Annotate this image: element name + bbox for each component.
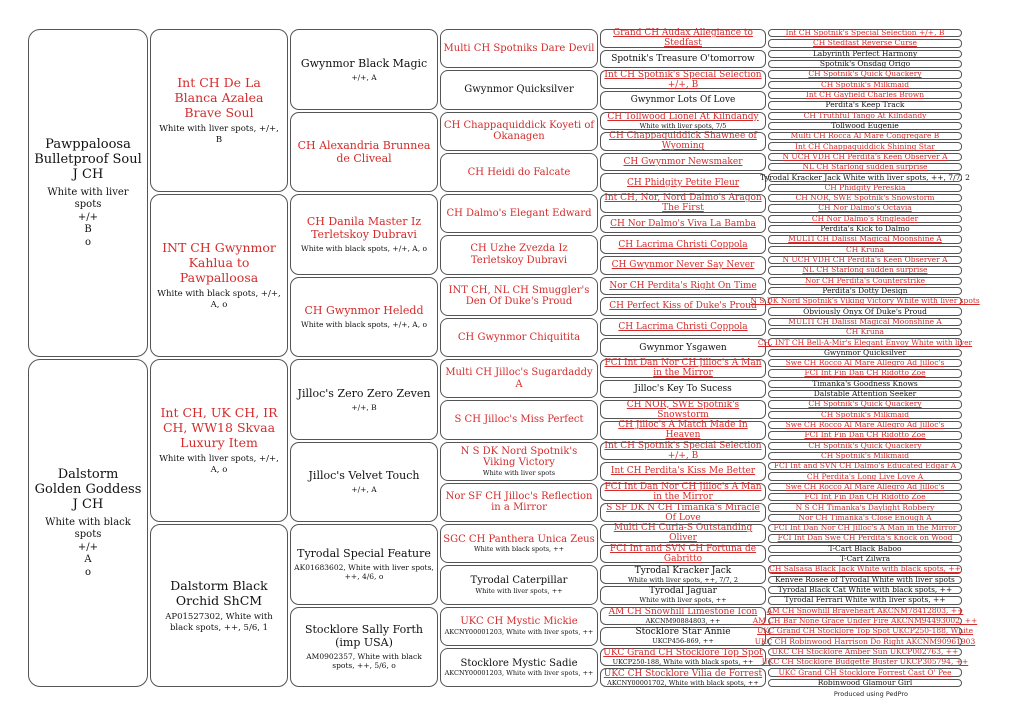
pedigree-g6-entry [768, 349, 962, 357]
dog-details: White with liver spots, ++, 7/7, 2 [627, 575, 739, 584]
pedigree-g6-entry [756, 626, 974, 636]
dog-name: CH Spotnik's Quick Quackery [808, 69, 922, 79]
dog-name: Nor CH Perdita's Right On Time [609, 280, 757, 291]
pedigree-g5-entry [600, 586, 766, 605]
dog-name: CH Stedfast Reverse Curse [812, 38, 917, 48]
pedigree-g5-entry [600, 70, 766, 89]
pedigree-g4-entry [440, 318, 598, 357]
dog-name: CH Kruna [846, 327, 884, 337]
pedigree-g6-entry [768, 70, 962, 78]
dog-name: S SF DK N CH Timanka's Miracle Of Love [606, 502, 760, 523]
dog-name: FCI Int and SVN CH Dalmo's Educated Edgar A [773, 461, 957, 471]
dog-name: CH Spotnik's Milkmaid [820, 450, 909, 460]
pedigree-g3-entry [290, 194, 438, 275]
pedigree-g6-entry [768, 679, 962, 687]
pedigree-g5-entry [600, 442, 766, 461]
dog-name: Int CH, Nor, Nord Dalmo's Aragon The First [604, 193, 762, 214]
pedigree-g5-entry [600, 91, 766, 110]
dog-details: White with liver spots, ++ [475, 586, 563, 595]
dog-name: Swe CH Rocco Al Mare Allegro Ad Jilloc's [785, 481, 945, 491]
dog-name: Kenvee Rosee of Tyrodal White with liver spots [775, 574, 955, 584]
dog-name: Jilloc's Zero Zero Zeven [297, 386, 431, 400]
pedigree-g6-entry [768, 586, 962, 594]
pedigree-g5-entry [600, 112, 766, 131]
pedigree-g5-entry [600, 524, 766, 543]
pedigree-g5-entry [600, 235, 766, 254]
pedigree-g3-entry [290, 442, 438, 523]
dog-name: CH Gwynmor Chiquitita [457, 331, 581, 343]
pedigree-g5-entry [600, 297, 766, 316]
dog-name: Int CH Spotnik's Special Selection +/+, B [604, 69, 762, 90]
dog-name: FCI Int Dan Nor CH Jilloc's A Man in the Mirror [604, 358, 762, 379]
pedigree-g3-entry [290, 524, 438, 605]
dog-details: +/+, A [351, 485, 377, 495]
dog-name: CH Phidgity Petite Fleur [626, 177, 740, 188]
pedigree-g6-entry [754, 636, 976, 646]
pedigree-g6-entry [768, 411, 962, 419]
dog-name: CH Gwynmor Never Say Never [611, 260, 755, 271]
dog-name: NL CH Starlong sudden surprise [802, 162, 928, 172]
dog-details: White with liver spots [482, 468, 556, 477]
dog-name: Labyrinth Perfect Harmony [812, 48, 918, 58]
dog-details: White with liver spots +/+ B o [47, 186, 129, 248]
dog-name: Tyrodal Ferrari White with liver spots, ++ [784, 595, 946, 605]
dog-name: CH Nor Dalmo's Ringleader [811, 213, 919, 223]
pedigree-g5-entry [600, 50, 766, 69]
pedigree-g6-entry [768, 565, 962, 573]
pedigree-g6-entry [768, 472, 962, 480]
dog-name: Int CH, UK CH, IR CH, WW18 Skvaa Luxury Item [160, 405, 278, 451]
dog-name: UKC CH Robinwood Harrison Do Right AKCNM90961903 [754, 636, 976, 646]
pedigree-g4-entry [440, 607, 598, 646]
pedigree-g6-entry [757, 337, 973, 347]
dog-name: MULTI CH Dalissi Magical Moonshine A [788, 234, 942, 244]
pedigree-g3-entry [290, 112, 438, 193]
pedigree-g6-entry [761, 657, 969, 667]
pedigree-g6-entry [768, 369, 962, 377]
pedigree-g6-entry [768, 545, 962, 553]
pedigree-g4-entry [440, 442, 598, 481]
dog-name: Gwynmor Black Magic [300, 56, 428, 70]
dog-name: Nor CH Perdita's Counterstrike [804, 275, 926, 285]
pedigree-g6-entry [768, 493, 962, 501]
pedigree-g6-entry [750, 296, 980, 306]
dog-name: AM CH Bar None Grace Under Fire AKCNM94493002, ++ [752, 615, 978, 625]
dog-name: Stocklore Mystic Sadie [460, 657, 578, 669]
dog-name: N UCH VDH CH Perdita's Keen Observer A [782, 255, 948, 265]
dog-name: Perdita's Dotty Design [822, 285, 908, 295]
pedigree-g6-entry [768, 534, 962, 542]
pedigree-g4-entry [440, 112, 598, 151]
dog-name: SGC CH Panthera Unica Zeus [443, 533, 595, 545]
dog-details: UKCP456-869, ++ [652, 637, 714, 646]
dog-name: Perdita's Kick to Dalmo [820, 224, 910, 234]
dog-name: UKC CH Stocklore Vilia de Forrest [603, 668, 763, 679]
pedigree-g6-entry [768, 215, 962, 223]
dog-name: UKC CH Stocklore Amber Sun UKCP002763, ++ [771, 646, 959, 656]
dog-name: Tollwood Eugenie [831, 120, 899, 130]
dog-name: Jilloc's Key To Sucess [634, 383, 732, 394]
dog-name: Obviously Onyx Of Duke's Proud [803, 306, 927, 316]
pedigree-g5-entry [600, 648, 766, 667]
pedigree-g6-entry [768, 648, 962, 656]
pedigree-g6-entry [768, 112, 962, 120]
pedigree-g5-entry [600, 153, 766, 172]
dog-name: Dalstorm Golden Goddess J CH [34, 466, 142, 512]
pedigree-g4-entry [440, 648, 598, 687]
dog-name: Nor SF CH Jilloc's Reflection in a Mirror [445, 490, 593, 514]
dog-details: +/+, B [351, 402, 377, 412]
dog-name: Robinwood Glamour Girl [817, 677, 913, 687]
pedigree-g5-entry [600, 256, 766, 275]
dog-name: Stocklore Star Annie [635, 627, 731, 638]
dog-details: White with black spots +/+ A o [45, 516, 131, 578]
pedigree-g6-entry [768, 524, 962, 532]
dog-details: White with black spots, +/+, A, o [157, 289, 281, 310]
dog-name: NL CH Starlong sudden surprise [802, 265, 928, 275]
dog-name: CH Heidi do Falcate [467, 166, 571, 178]
dog-name: CH Spotnik's Quick Quackery [808, 399, 922, 409]
dog-name: CH Nor Dalmo's Octavia [818, 203, 912, 213]
dog-details: White with liver spots, 7/5 [639, 121, 727, 130]
pedigree-g6-entry [768, 318, 962, 326]
dog-name: N S CH Timanka's Daylight Robbery [795, 502, 935, 512]
pedigree-g4-entry [440, 400, 598, 439]
dog-details: White with liver spots, ++ [639, 596, 727, 605]
pedigree-g1-entry [28, 29, 148, 357]
dog-name: AM CH Snowhill Limestone Icon [608, 606, 758, 617]
pedigree-g5-entry [600, 194, 766, 213]
dog-name: CH Spotnik's Milkmaid [820, 409, 909, 419]
pedigree-g6-entry [768, 204, 962, 212]
pedigree-g5-entry [600, 132, 766, 151]
pedigree-g6-entry [768, 307, 962, 315]
pedigree-g6-entry [768, 400, 962, 408]
pedigree-g6-entry [768, 380, 962, 388]
dog-name: UKC Grand CH Stocklore Forrest Cast O' Pee [778, 667, 952, 677]
dog-name: FCI Int Dan Nor CH Jilloc's A Man in the Mirror [604, 482, 762, 503]
pedigree-g1-entry [28, 359, 148, 687]
pedigree-g6-entry [760, 172, 970, 182]
pedigree-g6-entry [768, 29, 962, 37]
pedigree-g5-entry [600, 215, 766, 234]
pedigree-g6-entry [768, 266, 962, 274]
dog-details: AP01527302, White with black spots, ++, 5/6, 1 [165, 611, 273, 633]
dog-name: Gwynmor Quicksilver [464, 84, 574, 96]
dog-name: CH NOR, SWE Spotnik's Snowstorm [626, 399, 740, 420]
dog-name: Swe CH Rocco Al Mare Allegro Ad Jilloc's [785, 358, 945, 368]
dog-name: Perdita's Keep Track [825, 100, 905, 110]
dog-name: CH Gwynmor Newsmaker [623, 157, 743, 168]
pedigree-g6-entry [768, 390, 962, 398]
pedigree-g5-entry [600, 462, 766, 481]
pedigree-g3-entry [290, 29, 438, 110]
pedigree-g6-entry [768, 153, 962, 161]
pedigree-g6-entry [768, 287, 962, 295]
dog-name: Gwynmor Quicksilver [823, 347, 907, 357]
pedigree-g6-entry [768, 194, 962, 202]
dog-name: FCI Int Fin Dan CH Ridotto Zoe [804, 430, 926, 440]
pedigree-g2-entry [150, 359, 288, 522]
dog-name: CH Spotnik's Milkmaid [820, 79, 909, 89]
pedigree-g6-entry [768, 555, 962, 563]
dog-details: White with black spots, +/+, A, o [301, 320, 427, 330]
pedigree-g4-entry [440, 565, 598, 604]
dog-name: Int CH Chappaquiddick Shining Star [795, 141, 935, 151]
dog-name: Tyrodal Kracker Jack White with liver spots, ++, 7/7, 2 [760, 172, 970, 182]
dog-name: FCI Int Dan Nor CH Jilloc's A Man in the Mirror [773, 523, 957, 533]
dog-name: CH NOR, SWE Spotnik's Snowstorm [795, 193, 935, 203]
pedigree-g6-entry [768, 452, 962, 460]
dog-name: CH Perfect Kiss of Duke's Proud [609, 301, 757, 312]
pedpro-credit: Produced using PedPro [833, 690, 908, 698]
pedigree-g4-entry [440, 153, 598, 192]
dog-name: AM CH Snowhill Braveheart AKCNM78412803, ++ [766, 605, 964, 615]
pedigree-g2-entry [150, 29, 288, 192]
dog-name: CH Lacrima Christi Coppola [618, 239, 748, 250]
pedigree-g3-entry [290, 359, 438, 440]
dog-name: N S DK Nord Spotnik's Viking Victory [460, 445, 578, 469]
dog-name: UKC CH Mystic Mickie [460, 616, 578, 628]
dog-name: S CH Jilloc's Miss Perfect [454, 414, 584, 426]
pedigree-g5-entry [600, 380, 766, 399]
dog-name: Tyrodal Caterpillar [470, 575, 568, 587]
dog-name: CH Dalmo's Elegant Edward [446, 207, 592, 219]
dog-details: AK01683602, White with liver spots, ++, 4/6, o [294, 562, 434, 582]
dog-details: AKCNY00001702, White with black spots, ++ [607, 678, 759, 687]
pedigree-g6-entry [768, 607, 962, 615]
pedigree-g6-entry [768, 462, 962, 470]
pedigree-g5-entry [600, 483, 766, 502]
pedigree-g6-entry [768, 442, 962, 450]
dog-name: Multi CH Rocca Al Mare Congregare B [790, 131, 940, 141]
pedigree-g6-entry [768, 514, 962, 522]
pedigree-g6-entry [768, 328, 962, 336]
pedigree-g4-entry [440, 359, 598, 398]
dog-name: Stocklore Sally Forth (imp USA) [304, 622, 424, 649]
pedigree-g6-entry [768, 81, 962, 89]
pedigree-g2-entry [150, 524, 288, 687]
dog-name: CH Kruna [846, 244, 884, 254]
pedigree-g6-entry [768, 431, 962, 439]
dog-name: FCI Int Dan Swe CH Perdita's Knock on Wood [777, 533, 953, 543]
pedigree-g6-entry [768, 246, 962, 254]
dog-name: Swe CH Rocco Al Mare Allegro Ad Jilloc's [785, 420, 945, 430]
pedigree-g5-entry [600, 545, 766, 564]
pedigree-g5-entry [600, 318, 766, 337]
dog-name: T-Cart Zilwra [839, 554, 891, 564]
dog-name: Timanka's Goodness Knows [812, 378, 918, 388]
pedigree-g5-entry [600, 421, 766, 440]
dog-name: Grand CH Audax Allegiance to Stedfast [613, 28, 753, 49]
pedigree-g6-entry [768, 668, 962, 676]
pedigree-g5-entry [600, 503, 766, 522]
pedigree-g5-entry [600, 359, 766, 378]
pedigree-g6-entry [768, 60, 962, 68]
dog-name: FCI Int Fin Dan CH Ridotto Zoe [804, 492, 926, 502]
dog-details: AKCNY00001203, White with liver spots, ++ [444, 627, 594, 636]
dog-name: FCI Int Fin Dan CH Ridotto Zoe [804, 368, 926, 378]
dog-details: White with liver spots, +/+, A, o [159, 454, 279, 475]
dog-details: AM0902357, White with black spots, ++, 5/6, o [306, 651, 422, 671]
dog-name: Nor CH Timanka's Close Enough A [798, 512, 932, 522]
dog-details: AKCNY00001203, White with liver spots, ++ [444, 669, 594, 678]
dog-name: CH, INT CH Bell-A-Mir's Elegant Envoy White with liver [757, 337, 973, 347]
dog-name: Jilloc's Velvet Touch [308, 469, 420, 483]
pedigree-g5-entry [600, 277, 766, 296]
pedigree-g6-entry [768, 122, 962, 130]
dog-name: Int CH Gayfield Charles Brown [805, 90, 925, 100]
pedigree-g4-entry [440, 483, 598, 522]
dog-name: Int CH Perdita's Kiss Me Better [610, 466, 756, 477]
dog-name: Spotnik's Treasure O'tomorrow [611, 53, 755, 64]
dog-name: CH Chappaquiddick Shawnee of Wyoming [609, 131, 757, 152]
dog-name: Int CH De La Blanca Azalea Brave Soul [174, 75, 264, 121]
dog-details: White with black spots, +/+, A, o [301, 244, 427, 254]
pedigree-g5-entry [600, 400, 766, 419]
dog-name: CH Jilloc's A Match Made In Heaven [618, 420, 748, 441]
dog-name: FCI Int and SVN CH Fortuna de Gabritto [609, 543, 757, 564]
pedigree-g6-entry [768, 225, 962, 233]
pedigree-g5-entry [600, 29, 766, 48]
pedigree-g6-entry [768, 39, 962, 47]
dog-name: MULTI CH Dalissi Magical Moonshine A [788, 316, 942, 326]
pedigree-g6-entry [768, 359, 962, 367]
dog-details: +/+, A [351, 72, 377, 82]
dog-name: UKC Grand CH Stocklore Top Spot [603, 648, 763, 658]
dog-name: CH Truthful Tango At Kilndandy [803, 110, 927, 120]
dog-details: UKCP250-188, White with black spots, ++ [612, 658, 754, 666]
pedigree-g4-entry [440, 70, 598, 109]
dog-name: Multi CH Spotniks Dare Devil [443, 42, 595, 54]
pedigree-g3-entry [290, 277, 438, 358]
dog-name: INT CH, NL CH Smuggler's Den Of Duke's Proud [448, 284, 590, 308]
dog-name: CH Alexandria Brunnea de Cliveal [297, 138, 431, 165]
dog-name: Tyrodal Special Feature [297, 546, 431, 560]
dog-name: Pawppaloosa Bulletproof Soul J CH [34, 136, 142, 182]
pedigree-g4-entry [440, 235, 598, 274]
pedigree-g6-entry [768, 132, 962, 140]
pedigree-g6-entry [752, 615, 978, 625]
pedigree-g6-entry [768, 421, 962, 429]
dog-name: CH Lacrima Christi Coppola [618, 322, 748, 333]
pedigree-g6-entry [768, 50, 962, 58]
dog-name: Multi CH Curia-S Outstanding Oliver [613, 523, 753, 544]
pedigree-g3-entry [290, 607, 438, 688]
pedigree-g6-entry [768, 235, 962, 243]
pedigree-g2-entry [150, 194, 288, 357]
dog-name: UKC CH Stocklore Budgette Buster UKCP305794, ++ [761, 657, 969, 667]
dog-name: Tyrodal Kracker Jack [634, 565, 732, 576]
dog-name: Dalstorm Black Orchid ShCM [170, 577, 268, 608]
pedigree-g5-entry [600, 173, 766, 192]
pedigree-g5-entry [600, 627, 766, 646]
dog-name: INT CH Gwynmor Kahlua to Pawpalloosa [162, 240, 276, 286]
pedigree-g5-entry [600, 565, 766, 584]
pedigree-g5-entry [600, 607, 766, 626]
pedigree-g4-entry [440, 194, 598, 233]
pedigree-g6-entry [768, 184, 962, 192]
dog-name: CH Danila Master Iz Terletskoy Dubravi [306, 215, 422, 242]
pedigree-g5-entry [600, 338, 766, 357]
dog-name: Tyrodal Black Cat White with black spots, ++ [777, 585, 953, 595]
dog-name: CH Tollwood Lionel At Kilndandy [607, 111, 759, 122]
dog-details: White with liver spots, +/+, B [159, 124, 279, 145]
dog-name: Gwynmor Ysgawen [639, 342, 727, 353]
pedigree-g6-entry [768, 277, 962, 285]
dog-name: CH Gwynmor Heledd [304, 304, 424, 318]
dog-name: Int CH Spotnik's Special Selection +/+, B [785, 28, 945, 38]
pedigree-g6-entry [768, 101, 962, 109]
dog-name: Int CH Spotnik's Special Selection +/+, B [604, 440, 762, 461]
dog-name: UKC Grand CH Stocklore Top Spot UKCP250-188, White [756, 626, 974, 636]
dog-name: Gwynmor Lots Of Love [630, 95, 736, 106]
dog-name: CH Salsasa Black Jack White with black spots, ++ [769, 564, 961, 574]
pedigree-g6-entry [768, 483, 962, 491]
dog-name: Tyrodal Jaguar [649, 586, 717, 597]
pedigree-g6-entry [768, 163, 962, 171]
dog-name: Dalstable Attention Seeker [813, 389, 917, 399]
pedigree-g4-entry [440, 524, 598, 563]
pedigree-g6-entry [768, 142, 962, 150]
dog-name: N UCH VDH CH Perdita's Keen Observer A [782, 151, 948, 161]
dog-name: CH Perdita's Long Live Love A [806, 471, 924, 481]
dog-name: CH Uzhe Zvezda Iz Terletskoy Dubravi [470, 243, 568, 266]
pedigree-g6-entry [768, 91, 962, 99]
pedigree-g4-entry [440, 277, 598, 316]
pedigree-g6-entry [768, 596, 962, 604]
dog-name: CH Phidgity Pereskia [824, 182, 906, 192]
dog-name: N S DK Nord Spotnik's Viking Victory White with liver spots [750, 296, 980, 306]
pedigree-g5-entry [600, 668, 766, 687]
pedigree-g6-entry [768, 256, 962, 264]
dog-details: White with black spots, ++ [473, 545, 565, 554]
dog-name: CH Spotnik's Quick Quackery [808, 440, 922, 450]
dog-name: T-Cart Black Baboo [828, 543, 902, 553]
pedigree-g6-entry [768, 576, 962, 584]
dog-name: CH Chappaquiddick Koyeti of Okanagen [443, 119, 595, 143]
dog-name: Spotnik's Onsdag Origo [819, 59, 911, 69]
pedigree-g4-entry [440, 29, 598, 68]
pedigree-g6-entry [768, 503, 962, 511]
dog-name: CH Nor Dalmo's Viva La Bamba [610, 218, 756, 229]
dog-name: Multi CH Jilloc's Sugardaddy A [445, 367, 593, 390]
dog-details: AKCNM90884803, ++ [645, 616, 721, 625]
